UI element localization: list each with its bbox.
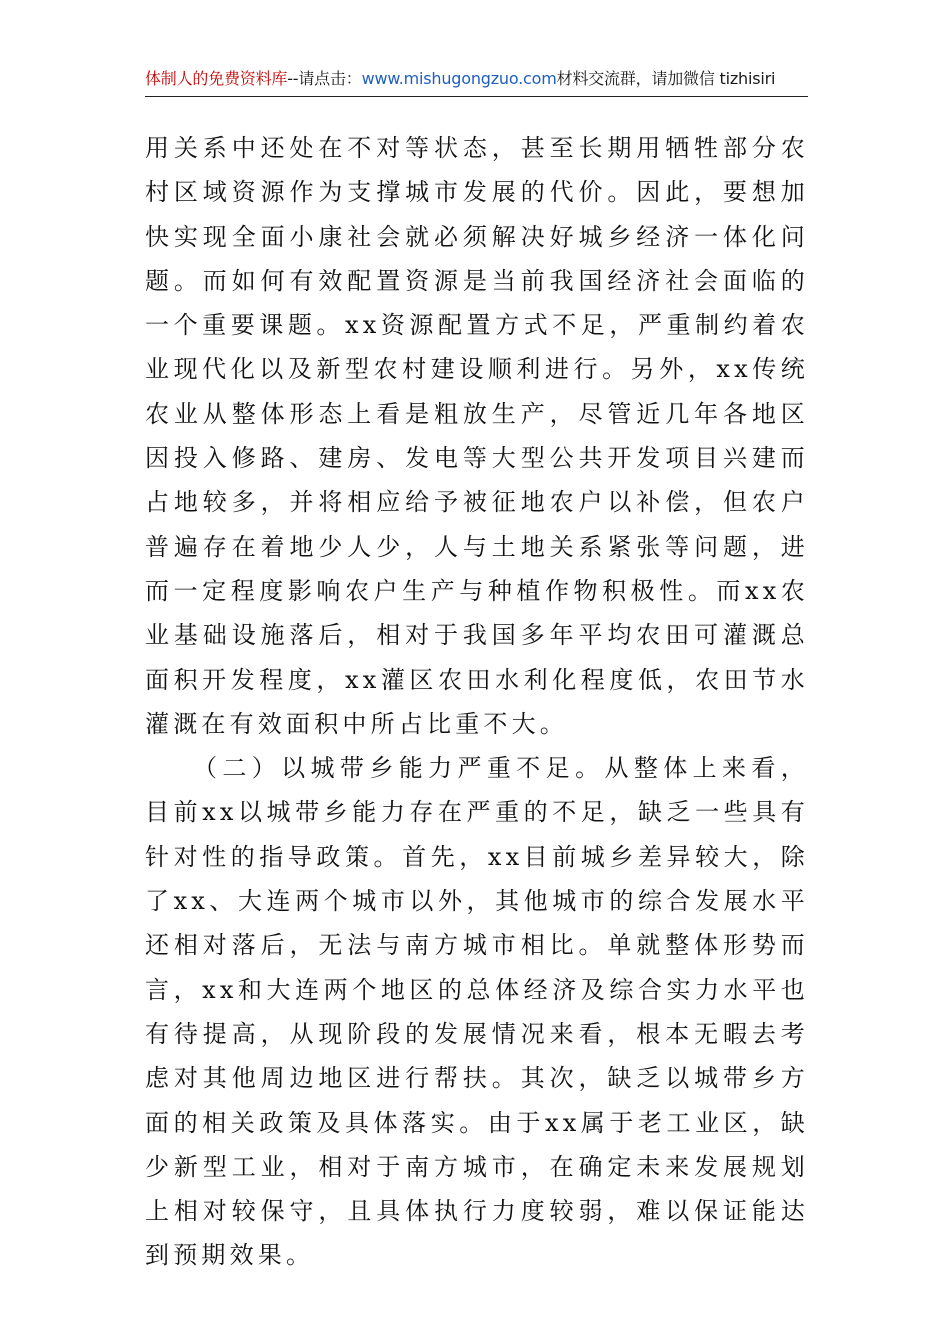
header-contact-text: 材料交流群，请加微信 tizhisiri: [556, 69, 776, 88]
document-body: [145, 126, 809, 1278]
page-header: [145, 66, 808, 97]
paragraph-continued: 用关系中还处在不对等状态，甚至长期用牺牲部分农村区域资源作为支撑城市发展的代价。因此，要想加快实现全面小康社会就必须解决好城乡经济一体化问题。而如何有效配置资源是当前我国经济社会面临的一个重要课题。xx资源配置方式不足，严重制约着农业现代化以及新型农村建设顺利进行。另外，xx传统农业从整体形态上看是粗放生产，尽管近几年各地区因投入修路、建房、发电等大型公共开发项目兴建而占地较多，并将相应给予被征地农户以补偿，但农户普遍存在着地少人少，人与土地关系紧张等问题，进而一定程度影响农户生产与种植作物积极性。而xx农业基础设施落后，相对于我国多年平均农田可灌溉总面积开发程度，xx灌区农田水利化程度低，农田节水灌溉在有效面积中所占比重不大。: [145, 134, 809, 738]
header-url-link[interactable]: www.mishugongzuo.com: [361, 69, 557, 88]
header-brand: 体制人的免费资料库: [145, 69, 288, 88]
paragraph-section-two: （二）以城带乡能力严重不足。从整体上来看，目前xx以城带乡能力存在严重的不足，缺乏一些具有针对性的指导政策。首先，xx目前城乡差异较大，除了xx、大连两个城市以外，其他城市的综合发展水平还相对落后，无法与南方城市相比。单就整体形势而言，xx和大连两个地区的总体经济及综合实力水平也有待提高，从现阶段的发展情况来看，根本无暇去考虑对其他周边地区进行帮扶。其次，缺乏以城带乡方面的相关政策及具体落实。由于xx属于老工业区，缺少新型工业，相对于南方城市，在确定未来发展规划上相对较保守，且具体执行力度较弱，难以保证能达到预期效果。: [145, 754, 809, 1270]
header-prompt: --请点击：: [287, 69, 362, 88]
